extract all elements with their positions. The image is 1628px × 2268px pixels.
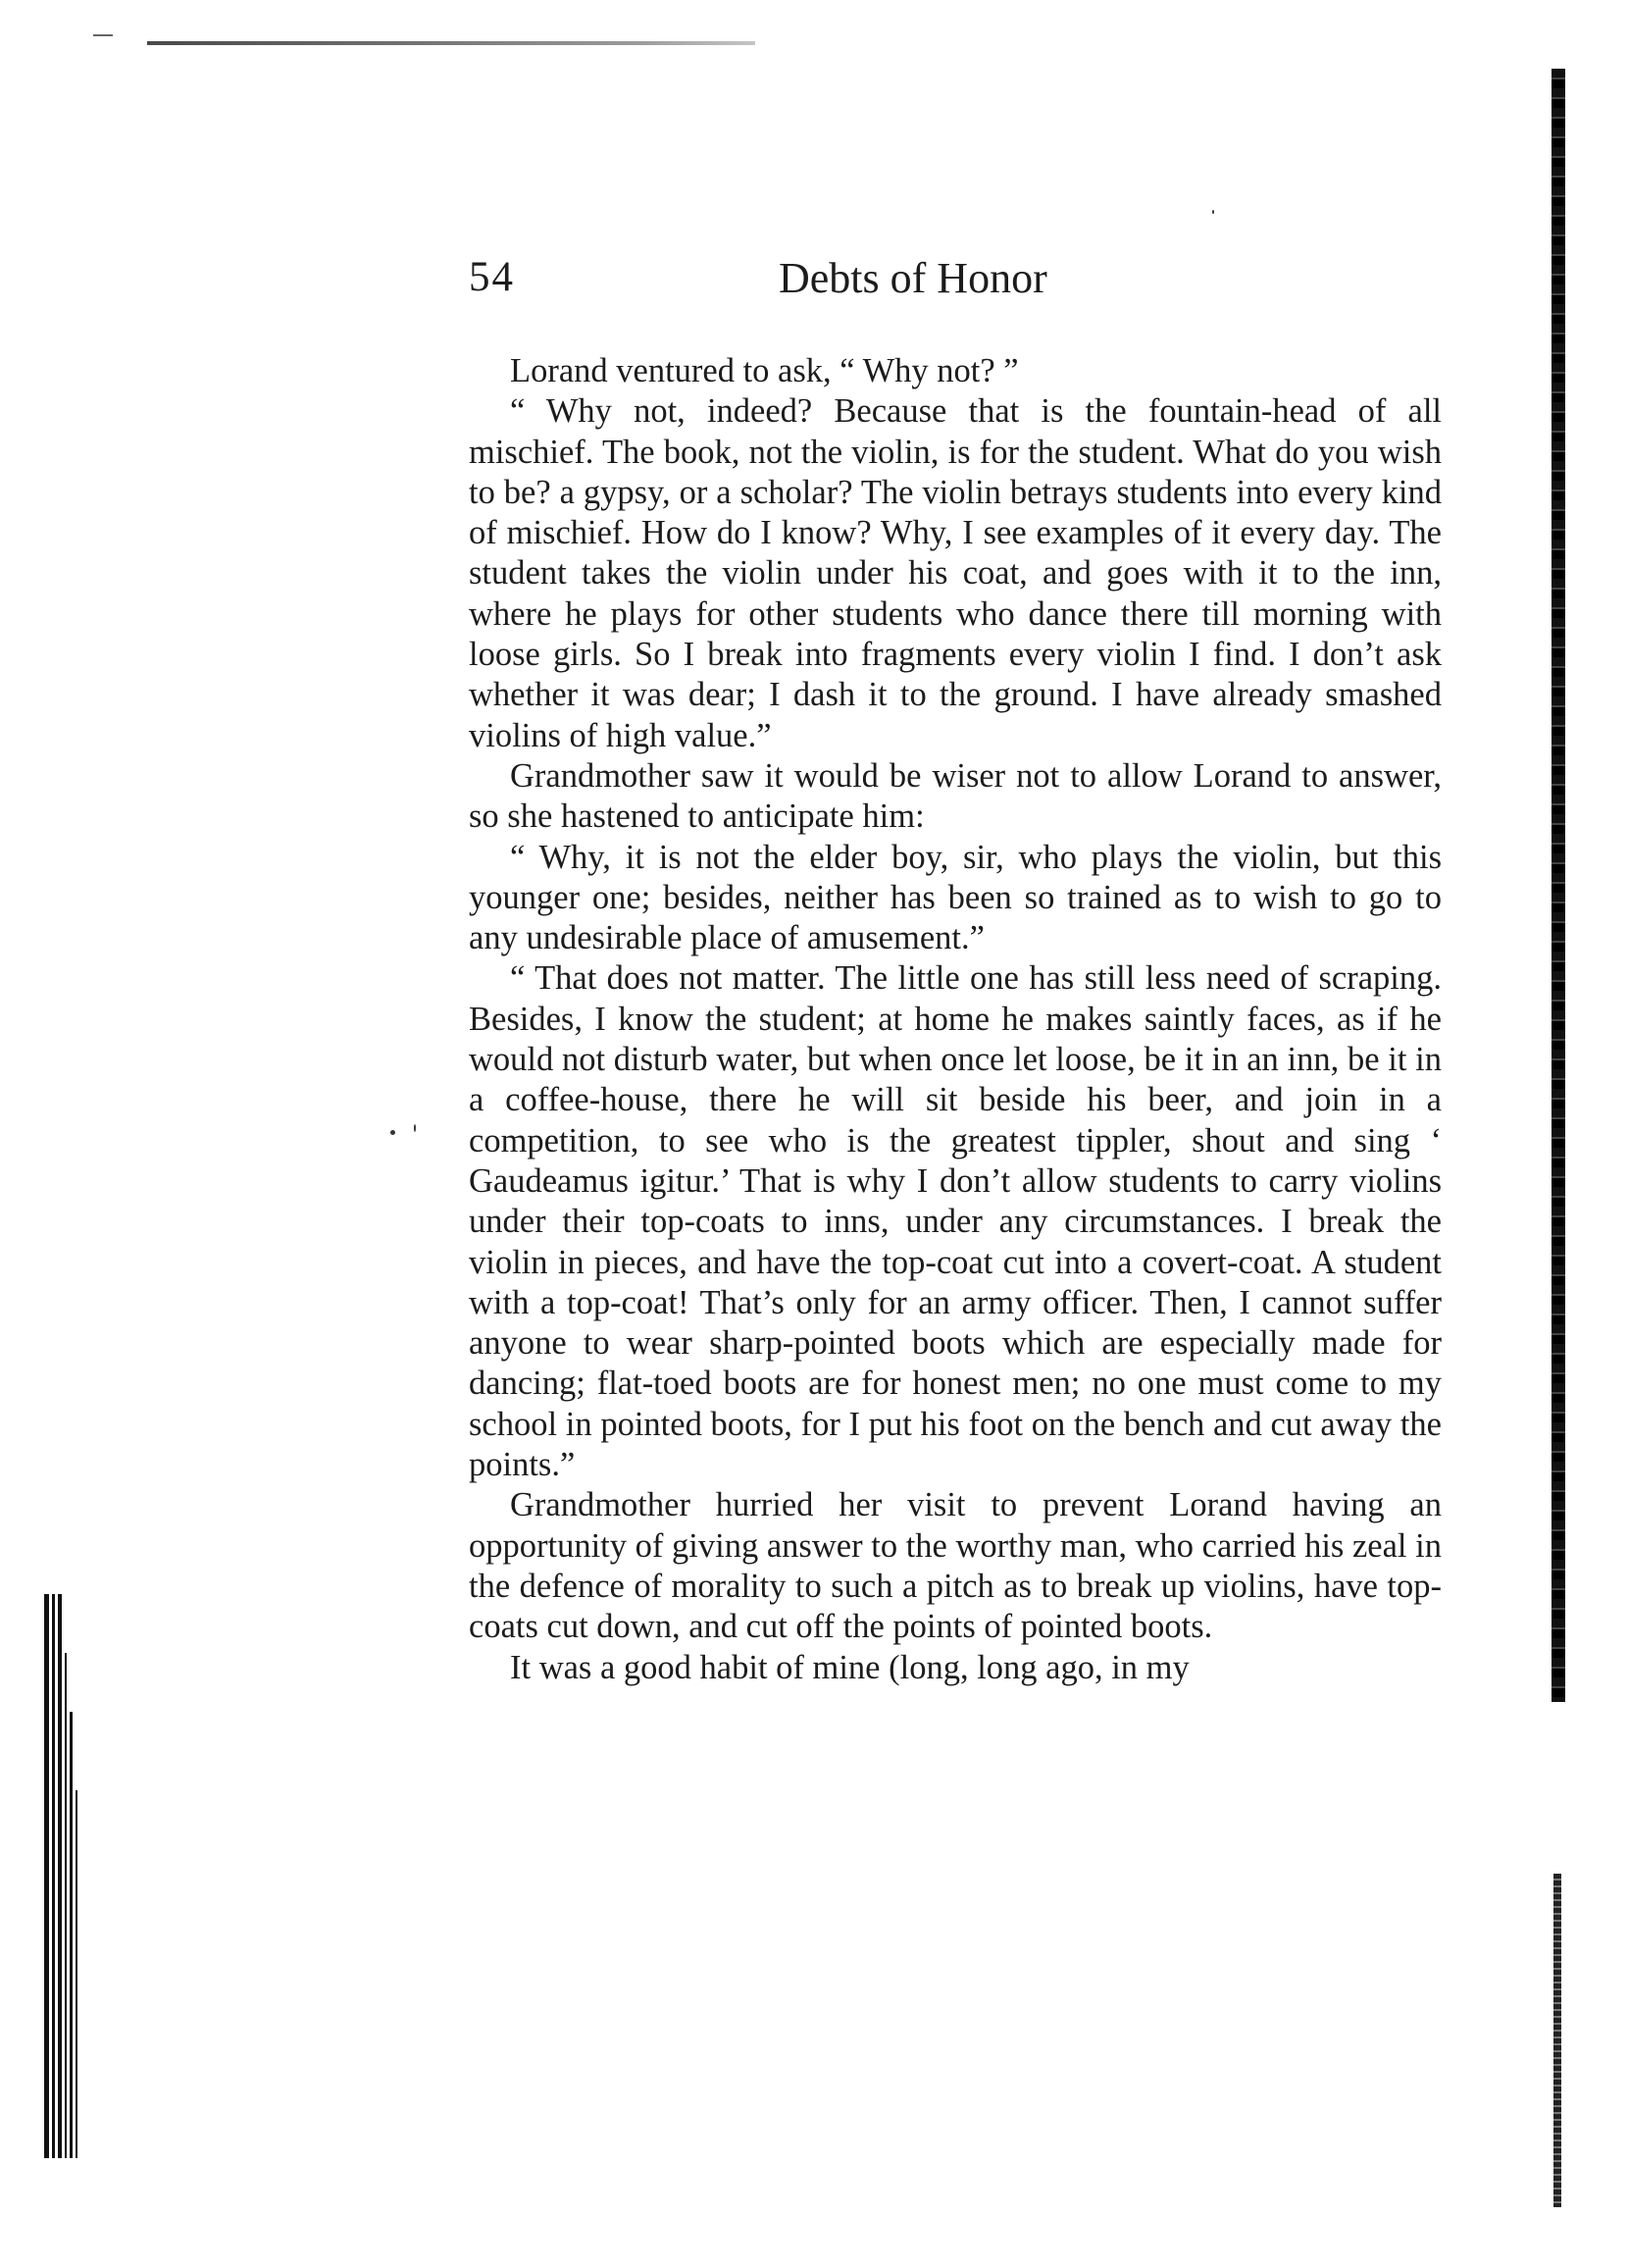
page-edge-shadow-left	[44, 1594, 95, 2158]
scan-speck	[414, 1124, 416, 1132]
page-number: 54	[469, 254, 515, 300]
paragraph: “ That does not matter. The little one has still less need of scraping. Besides, I know the student; at home he makes saintly faces, as if he would not disturb water, but when once let loose, be it in an inn, be it in a coffee-house, there he will sit beside his beer, and join in a competition, to see who is the greatest tippler, shout and sing ‘ Gaudeamus igitur.’ That is why I don’t allow students to carry violins under their top-coats to inns, under any circumstances. I break the violin in pieces, and have the top-coat cut into a covert-coat. A student with a top-coat! That’s only for an army officer. Then, I cannot suffer anyone to wear sharp-pointed boots which are especially made for dancing; flat-toed boots are for honest men; no one must come to my school in pointed boots, for I put his foot on the bench and cut away the points.”	[469, 959, 1442, 1484]
text-body	[469, 351, 1442, 1688]
paragraph: Grandmother hurried her visit to prevent Lorand having an opportunity of giving answer to the worthy man, who carried his zeal in the defence of morality to such a pitch as to break up violins, have top-coats cut down, and cut off the points of pointed boots.	[469, 1486, 1442, 1646]
paragraph: Grandmother saw it would be wiser not to allow Lorand to answer, so she hastened to anticipate him:	[469, 756, 1442, 836]
page-edge-shadow-right-lower	[1553, 1874, 1561, 2207]
paragraph: Lorand ventured to ask, “ Why not? ”	[510, 352, 1019, 389]
paragraph: “ Why not, indeed? Because that is the fountain-head of all mischief. The book, not the violin, is for the student. What do you wish to be? a gypsy, or a scholar? The violin betrays students into every kind of mischief. How do I know? Why, I see examples of it every day. The student takes the violin under his coat, and goes with it to the inn, where he plays for other students who dance there till morning with loose girls. So I break into fragments every violin I find. I don’t ask whether it was dear; I dash it to the ground. I have already smashed violins of high value.”	[469, 392, 1442, 754]
scan-edge-mark	[93, 34, 113, 36]
page-header	[469, 253, 1450, 322]
paragraph: “ Why, it is not the elder boy, sir, who plays the violin, but this younger one; besides, neither has been so trained as to wish to go to any undesirable place of amusement.”	[469, 838, 1442, 957]
paragraph: It was a good habit of mine (long, long ago, in my	[510, 1648, 1190, 1686]
page-edge-shadow-right	[1552, 69, 1565, 1702]
scan-speck	[1212, 210, 1214, 214]
running-title: Debts of Honor	[779, 254, 1047, 302]
scan-speck	[390, 1130, 395, 1135]
scan-top-rule	[147, 41, 755, 45]
